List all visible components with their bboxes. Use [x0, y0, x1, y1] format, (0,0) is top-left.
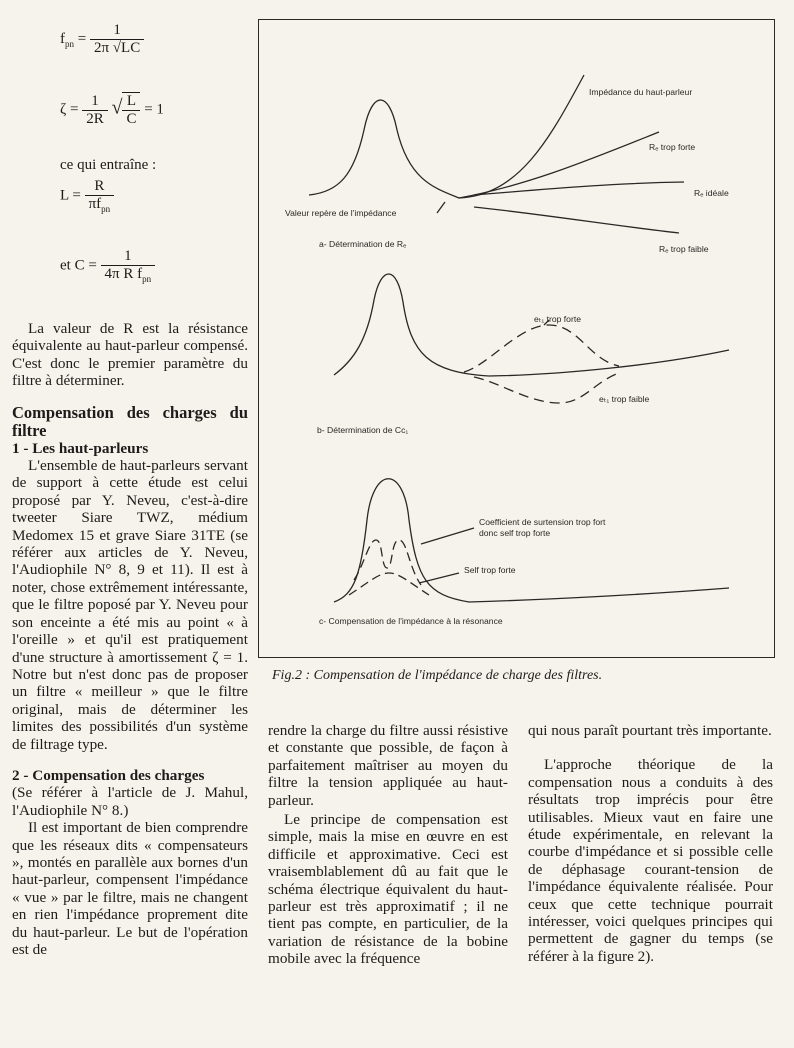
C-den-text: 4π R f [104, 266, 143, 282]
title-c: c- Compensation de l'impédance à la résonance [319, 616, 503, 626]
C-lhs: et C = [60, 257, 97, 274]
label-c-coef1: Coefficient de surtension trop fort [479, 517, 606, 527]
right-para2: L'approche théorique de la compensation nous a conduits à des résultats trop imprécis pour être utilisables. Mieux vaut en faire une étude expérimentale, en relevant la courbe d'impédance et si possible celle de déphasage courant-tension de l'impédance équivalente réalisée. Pour ceux que cette technique pourrait intéresser, voici quelques principes qui permettent de gagner du temps (se référer à la figure 2). [528, 756, 773, 965]
label-c-self: Self trop forte [464, 565, 516, 575]
fpn-fraction [90, 22, 144, 57]
label-a-hp: Impédance du haut-parleur [589, 87, 693, 97]
zeta-root [122, 92, 140, 128]
L-den [85, 195, 115, 214]
zeta-frac [82, 93, 108, 128]
figure-2-diagram [259, 20, 774, 657]
C-num: 1 [124, 248, 132, 264]
marker-a [437, 202, 445, 213]
zeta-lhs: ζ [60, 101, 67, 118]
zeta-num: 1 [91, 92, 99, 109]
label-c-coef2: donc self trop forte [479, 528, 551, 538]
label-a-faible: Rₑ trop faible [659, 244, 709, 254]
left-reference: (Se référer à l'article de J. Mahul, l'Audiophile N° 8.) [12, 784, 248, 819]
fpn-den: 2π √LC [90, 39, 144, 57]
ce-qui-entraine: ce qui entraîne : [60, 157, 157, 173]
left-column [12, 320, 248, 958]
figure-caption: Fig.2 : Compensation de l'impédance de charge des filtres. [272, 668, 603, 683]
formula-L [60, 178, 114, 214]
subheading-haut-parleurs: 1 - Les haut-parleurs [12, 439, 149, 457]
C-frac [101, 248, 156, 284]
curve-c-impedance [334, 479, 729, 602]
fpn-num: 1 [113, 22, 121, 38]
curve-b-faible [474, 373, 619, 403]
curve-a-ideale [474, 182, 684, 195]
L-frac [85, 178, 115, 214]
formula-fpn: $f_{pn}$ = $\frac{1}{2\pi √LC}$ [60, 22, 144, 57]
right-column [528, 722, 773, 965]
L-den-text: πf [88, 196, 102, 212]
label-a-ideale: Rₑ idéale [694, 188, 729, 198]
left-para1: La valeur de R est la résistance équivalente au haut-parleur compensé. C'est donc le premier paramètre du filtre à déterminer. [12, 320, 248, 390]
C-den [101, 265, 156, 284]
leader-c-coef [421, 528, 474, 544]
formula-C [60, 248, 155, 284]
curve-b-forte [464, 325, 619, 372]
left-para2: L'ensemble de haut-parleurs servant de support à cette étude est celui proposé par Y. Neveu, c'est-à-dire tweeter Siare TWZ, médium Medomex 15 et grave Siare 31TE (se référer aux articles de Y. Neveu, l'Audiophile N° 8, 9 et 11). Il est à noter, chose extrêmement intéressante, que le filtre poposé par Y. Neveu pour son enceinte a été mis au point « à l'oreille » et qu'il est pratiquement d'une structure à amortissement ζ = 1. Notre but n'est donc pas de proposer un filtre « meilleur » que le filtre original, mais de déterminer les limites des possibilités d'un système de filtrage type. [12, 457, 248, 753]
middle-column [268, 722, 508, 968]
title-a: a- Détermination de Rₑ [319, 239, 407, 249]
fpn-den-root: LC [121, 40, 141, 56]
curve-a-faible [474, 207, 679, 233]
L-num: R [94, 178, 105, 194]
title-b: b- Détermination de Cc₁ [317, 425, 409, 435]
subheading-compensation-charges: 2 - Compensation des charges [12, 766, 205, 784]
label-b-faible: eₜ₁ trop faible [599, 394, 650, 404]
zeta-den: 2R [82, 110, 108, 128]
mid-para2: Le principe de compensation est simple, mais la mise en œuvre en est difficile et approximative. Ceci est vraisemblablement dû au fait que le schéma électrique équivalent du haut-parleur est très approximatif ; il ne tient pas compte, en particulier, de la variation de résistance de la bobine mobile avec la fréquence [268, 811, 508, 968]
fpn-lhs: f [60, 30, 65, 47]
zeta-rhs: = 1 [144, 101, 164, 118]
figure-frame [258, 19, 775, 658]
zeta-root-num: L [126, 93, 137, 109]
label-a-forte: Rₑ trop forte [649, 142, 696, 152]
label-a-repere: Valeur repère de l'impédance [285, 208, 397, 218]
mid-para1: rendre la charge du filtre aussi résistive et constante que possible, de façon à parfaitement maîtriser au moyen du filtre la tension appliquée au haut-parleur. [268, 722, 508, 809]
heading-compensation: Compensation des charges du filtre [12, 402, 248, 440]
curve-b-impedance [334, 274, 729, 376]
fpn-sub: pn [65, 38, 74, 49]
right-para1: qui nous paraît pourtant très importante. [528, 722, 772, 739]
fpn-den-a: 2π [93, 40, 110, 56]
L-lhs: L = [60, 187, 81, 204]
formula-zeta: ζ = $\frac{1}{2R}$ √ $\frac{L}{C}$ = 1 [60, 92, 164, 127]
label-b-forte: eₜ₁ trop forte [534, 314, 581, 324]
L-den-sub: pn [101, 204, 111, 214]
left-para3: Il est important de bien comprendre que les réseaux dits « compensateurs », montés en parallèle aux bornes d'un haut-parleur, compensent l'impédance « vue » par le filtre, mais ne changent en rien l'impédance proprement dite du haut-parleur. Le but de l'opération est de [12, 819, 248, 958]
curve-c-self [349, 573, 429, 595]
zeta-root-den: C [122, 110, 140, 128]
curve-a-impedance [309, 75, 584, 198]
C-den-sub: pn [142, 274, 152, 284]
